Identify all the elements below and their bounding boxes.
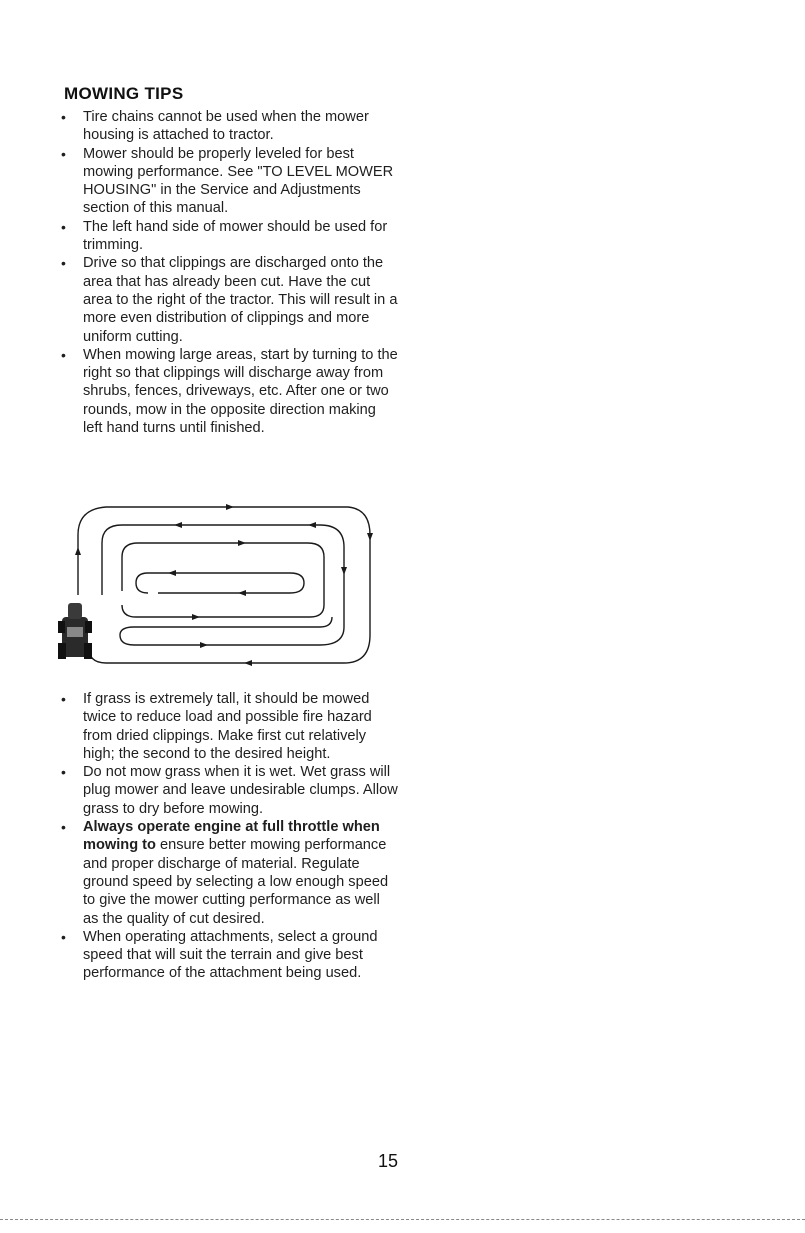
mowing-pattern-diagram [58, 495, 378, 678]
list-item: • When mowing large areas, start by turning to the right so that clippings will discharge away from shrubs, fences, driveways, etc. After one or two rounds, mow in the opposite direction making left hand turns until finished. [61, 346, 398, 437]
bullet-icon: • [61, 218, 66, 235]
list-item: • When operating attachments, select a ground speed that will suit the terrain and give best performance of the attachment being used. [61, 928, 378, 982]
bullet-icon: • [61, 255, 66, 272]
list-item: • If grass is extremely tall, it should be mowed twice to reduce load and possible fire hazard from dried clippings. Make first cut relatively high; the second to the desired height. [61, 691, 372, 762]
section-heading: MOWING TIPS [64, 84, 184, 103]
list-item: • Tire chains cannot be used when the mower housing is attached to tractor. [61, 109, 369, 144]
list-item: • Do not mow grass when it is wet. Wet grass will plug mower and leave undesirable clumps. Allow grass to dry before mowing. [61, 764, 398, 817]
additional-tips-list [58, 690, 398, 983]
bullet-icon: • [61, 691, 66, 707]
bullet-icon: • [61, 928, 66, 945]
page-number: 15 [378, 1151, 399, 1171]
bullet-icon: • [61, 346, 66, 363]
bullet-icon: • [61, 145, 66, 162]
list-item: • The left hand side of mower should be used for trimming. [61, 218, 388, 254]
bullet-icon: • [61, 764, 66, 781]
bullet-icon: • [61, 819, 66, 836]
tractor-icon [58, 603, 92, 659]
bullet-icon: • [61, 109, 66, 125]
page-divider [0, 1219, 805, 1220]
mowing-tips-list [58, 108, 398, 437]
list-item: • Drive so that clippings are discharged onto the area that has already been cut. Have the cut area to the right of the tractor. This will result in a more even distribution of clippings and more uniform cutting. [61, 255, 398, 345]
list-item: • Always operate engine at full throttle when mowing to ensure better mowing performance and proper discharge of material. Regulate ground speed by selecting a low enough speed to give the mower cutting performance as well as the quality of cut desired. [61, 819, 389, 927]
list-item: • Mower should be properly leveled for best mowing performance. See "TO LEVEL MOWER HOUSING" in the Service and Adjustments section of this manual. [61, 145, 394, 217]
